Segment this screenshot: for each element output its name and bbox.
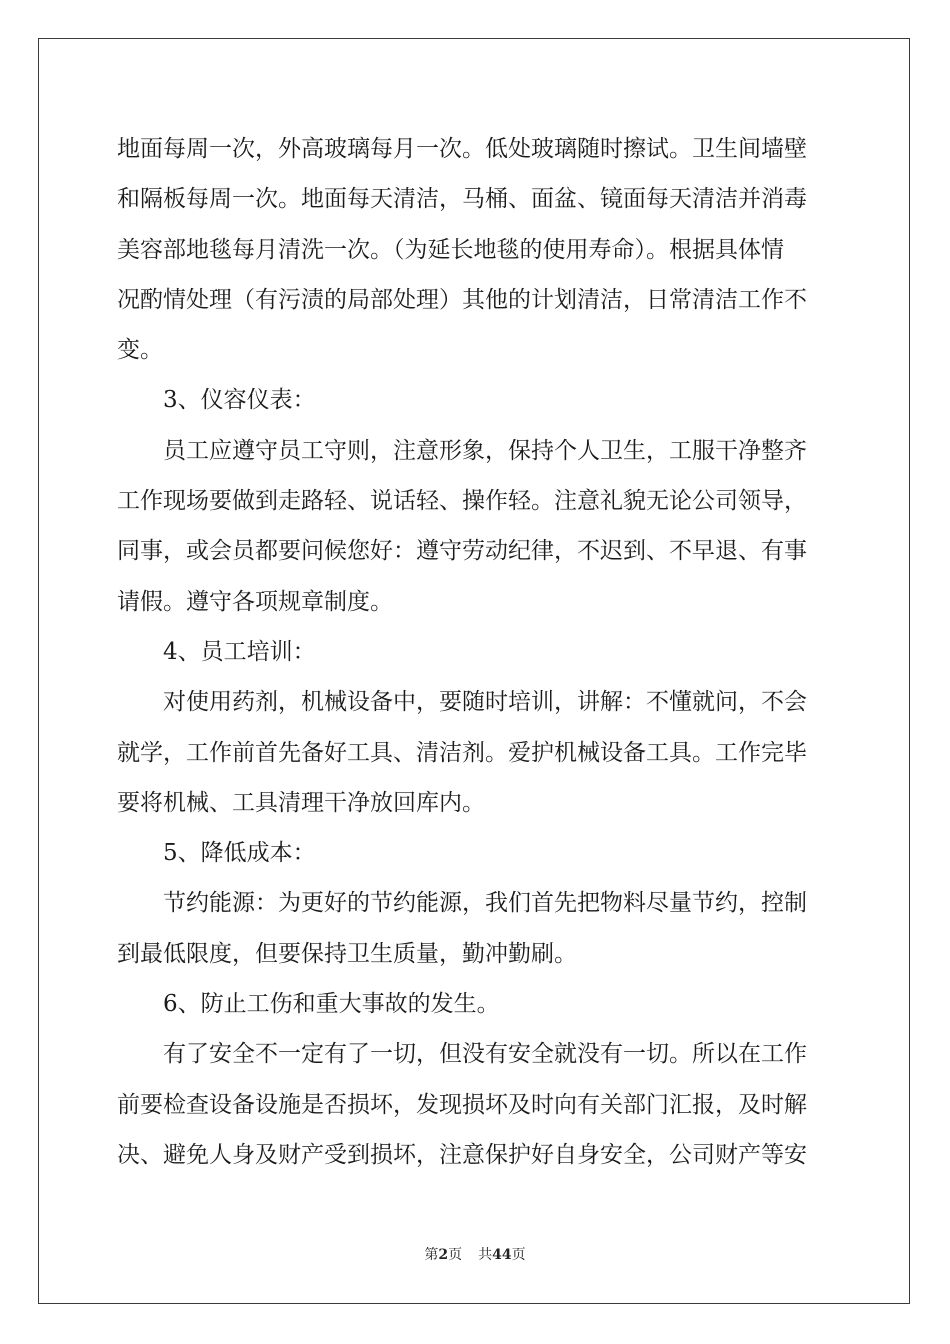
text-line: 变。	[117, 337, 163, 364]
page-number: 2	[438, 1247, 449, 1263]
section-heading: 3、仪容仪表：	[163, 387, 316, 414]
text-line: 况酌情处理（有污渍的局部处理）其他的计划清洁，日常清洁工作不	[117, 286, 807, 313]
section-heading: 4、员工培训：	[163, 638, 316, 665]
text-line: 请假。遵守各项规章制度。	[117, 588, 393, 615]
text-line: 到最低限度，但要保持卫生质量，勤冲勤刷。	[117, 940, 577, 967]
total-prefix: 共	[478, 1247, 493, 1263]
text-line: 员工应遵守员工守则，注意形象，保持个人卫生，工服干净整齐	[163, 437, 807, 464]
text-line: 就学，工作前首先备好工具、清洁剂。爱护机械设备工具。工作完毕	[117, 739, 807, 766]
text-line: 对使用药剂，机械设备中，要随时培训，讲解：不懂就问，不会	[163, 689, 807, 716]
page-prefix: 第	[424, 1247, 439, 1263]
text-line: 要将机械、工具清理干净放回库内。	[117, 789, 485, 816]
section-heading: 5、降低成本：	[163, 840, 316, 867]
text-line: 决、避免人身及财产受到损坏，注意保护好自身安全，公司财产等安	[117, 1141, 807, 1168]
document-body	[117, 124, 832, 1180]
text-line: 节约能源：为更好的节约能源，我们首先把物料尽量节约，控制	[163, 890, 807, 917]
total-suffix: 页	[511, 1247, 526, 1263]
page-footer	[0, 1244, 950, 1264]
text-line: 有了安全不一定有了一切，但没有安全就没有一切。所以在工作	[163, 1041, 807, 1068]
section-heading: 6、防止工伤和重大事故的发生。	[163, 991, 500, 1018]
text-line: 和隔板每周一次。地面每天清洁，马桶、面盆、镜面每天清洁并消毒	[117, 186, 807, 213]
total-pages: 44	[492, 1247, 512, 1263]
text-line: 地面每周一次，外高玻璃每月一次。低处玻璃随时擦试。卫生间墙壁	[117, 136, 807, 162]
text-line: 同事，或会员都要问候您好：遵守劳动纪律，不迟到、不早退、有事	[117, 538, 807, 565]
text-line: 工作现场要做到走路轻、说话轻、操作轻。注意礼貌无论公司领导，	[117, 488, 807, 515]
text-line: 前要检查设备设施是否损坏，发现损坏及时向有关部门汇报，及时解	[117, 1091, 807, 1118]
text-line: 美容部地毯每月清洗一次。（为延长地毯的使用寿命）。根据具体情	[117, 236, 784, 263]
page-suffix: 页	[448, 1247, 463, 1263]
